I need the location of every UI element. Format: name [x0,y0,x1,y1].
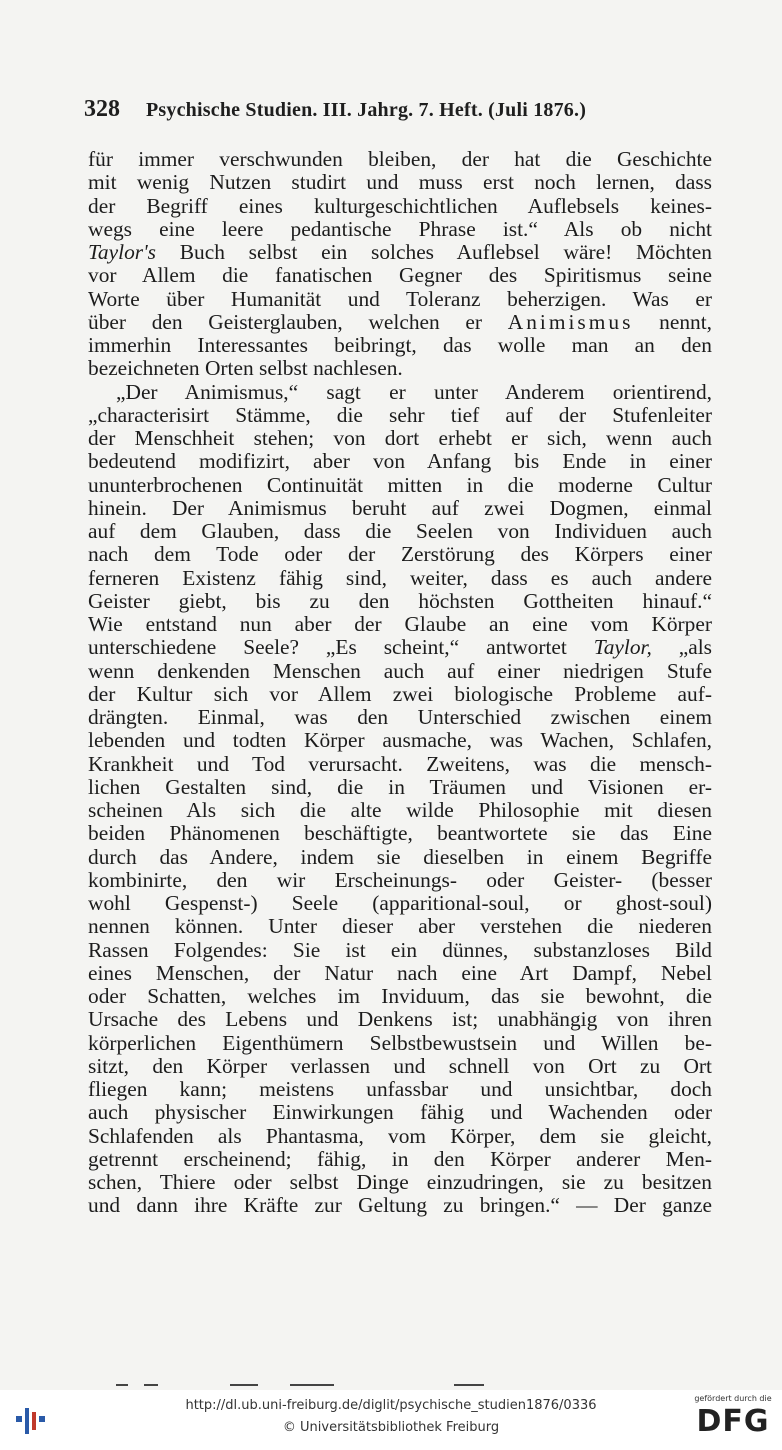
text-line: durch das Andere, indem sie dieselben in einem Begriffe [88,845,712,869]
text-line: wenn denkenden Menschen auch auf einer niedrigen Stufe [88,659,712,683]
running-title: Psychische Studien. III. Jahrg. 7. Heft. (Juli 1876.) [146,99,587,121]
text-line: ununterbrochenen Continuität mitten in die moderne Cultur [88,473,712,497]
dfg-funding-note: gefördert durch die [694,1394,772,1403]
text-line: Krankheit und Tod verursacht. Zweitens, was die mensch- [88,752,712,776]
running-head [84,96,714,123]
body-text [88,148,712,1218]
dfg-wordmark: DFG [696,1404,770,1439]
footer-bar [0,1390,782,1450]
text-line: sitzt, den Körper verlassen und schnell von Ort zu Ort [88,1054,712,1078]
text-line: mit wenig Nutzen studirt und muss erst noch lernen, dass [88,171,712,195]
dfg-logo [692,1394,774,1440]
text-line: fliegen kann; meistens unfassbar und unsichtbar, doch [88,1078,712,1101]
text-line: wohl Gespenst-) Seele (apparitional-soul, or ghost-soul) [88,892,712,915]
copyright-notice: © Universitätsbibliothek Freiburg [282,1420,500,1435]
text-line: körperlichen Eigenthümern Selbstbewustsein und Willen be- [88,1031,712,1055]
text-line: scheinen Als sich die alte wilde Philosophie mit diesen [88,799,712,822]
text-line: Geister giebt, bis zu den höchsten Gottheiten hinauf.“ [88,589,712,613]
text-line: vor Allem die fanatischen Gegner des Spiritismus seine [88,264,712,288]
text-line: beiden Phänomenen beschäftigte, beantwortete sie das Eine [88,822,712,846]
text-line: immerhin Interessantes beibringt, das wolle man an den [88,334,712,357]
text-line: der Menschheit stehen; von dort erhebt er sich, wenn auch [88,427,712,450]
text-line: für immer verschwunden bleiben, der hat die Geschichte [88,148,712,171]
text-line: bezeichneten Orten selbst nachlesen. [88,357,403,381]
text-line: lichen Gestalten sind, die in Träumen und Visionen er- [88,775,712,799]
page-number: 328 [84,96,120,122]
text-line: hinein. Der Animismus beruht auf zwei Dogmen, einmal [88,496,712,520]
text-line: auf dem Glauben, dass die Seelen von Individuen auch [88,520,712,543]
text-line: der Begriff eines kulturgeschichtlichen Auflebsels keines- [88,194,712,218]
text-line: auch physischer Einwirkungen fähig und Wachenden oder [88,1101,712,1125]
text-line: drängten. Einmal, was den Unterschied zwischen einem [88,706,712,729]
text-line: Rassen Folgendes: Sie ist ein dünnes, substanzloses Bild [88,938,712,962]
text-line: bedeutend modifizirt, aber von Anfang bis Ende in einer [88,450,712,474]
text-line: getrennt erscheinend; fähig, in den Körper anderer Men- [88,1147,712,1171]
text-line: kombinirte, den wir Erscheinungs- oder Geister- (besser [88,868,712,892]
text-line: ferneren Existenz fähig sind, weiter, dass es auch andere [88,566,712,590]
text-line: nach dem Tode oder der Zerstörung des Körpers einer [88,543,712,567]
text-line: oder Schatten, welches im Inviduum, das sie bewohnt, die [88,985,712,1008]
text-line: Wie entstand nun aber der Glaube an eine vom Körper [88,613,712,636]
text-line: Ursache des Lebens und Denkens ist; unabhängig von ihren [88,1008,712,1032]
source-url[interactable]: http://dl.ub.uni-freiburg.de/diglit/psychische_studien1876/0336 [185,1398,597,1413]
text-line: wegs eine leere pedantische Phrase ist.“ Als ob nicht [88,217,712,241]
text-line: unterschiedene Seele? „Es scheint,“ antwortet Taylor, „als [88,636,712,660]
text-line: „Der Animismus,“ sagt er unter Anderem orientirend, [116,380,712,404]
text-line: Worte über Humanität und Toleranz beherzigen. Was er [88,287,712,311]
page-bottom-marks [110,1384,510,1387]
text-line: eines Menschen, der Natur nach eine Art Dampf, Nebel [88,961,712,985]
text-line: Schlafenden als Phantasma, vom Körper, dem sie gleicht, [88,1124,712,1148]
text-line: Taylor's Buch selbst ein solches Auflebsel wäre! Möchten [88,241,712,264]
text-line: der Kultur sich vor Allem zwei biologische Probleme auf- [88,682,712,706]
text-line: schen, Thiere oder selbst Dinge einzudringen, sie zu besitzen [88,1171,712,1194]
text-line: und dann ihre Kräfte zur Geltung zu bringen.“ — Der ganze [88,1194,712,1218]
text-line: „characterisirt Stämme, die sehr tief auf der Stufenleiter [88,403,712,427]
text-line: nennen können. Unter dieser aber verstehen die niederen [88,915,712,939]
text-line: über den Geisterglauben, welchen er Animismus nennt, [88,310,712,334]
text-line: lebenden und todten Körper ausmache, was Wachen, Schlafen, [88,729,712,753]
